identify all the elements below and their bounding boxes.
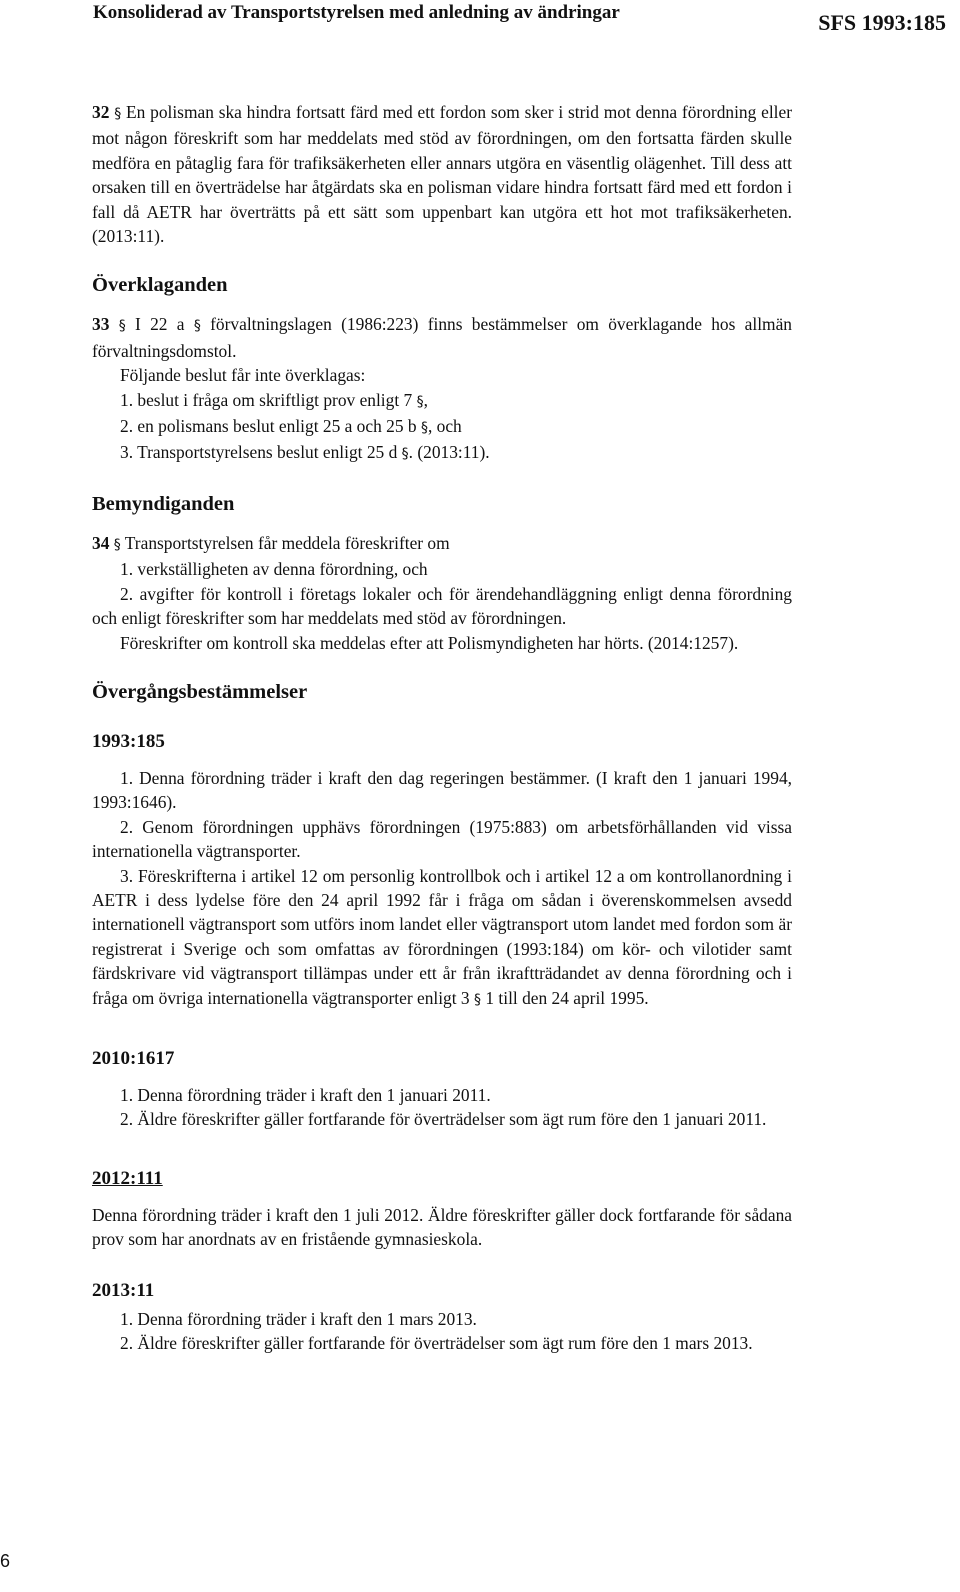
document-title: Konsoliderad av Transportstyrelsen med anledning av ändringar <box>93 2 620 23</box>
list-item: 3. Transportstyrelsens beslut enligt 25 d §. (2013:11). <box>120 442 490 463</box>
paragraph: 2. Genom förordningen upphävs förordningen (1975:883) om arbetsförhållanden vid vissa internationella vägtransporter. <box>92 816 792 862</box>
page-number: 6 <box>0 1551 11 1571</box>
list-item: 1. verkställigheten av denna förordning, och <box>120 559 428 580</box>
transition-heading-2010-1617: 2010:1617 <box>92 1047 175 1069</box>
section-32 <box>92 100 792 248</box>
paragraph: 3. Föreskrifterna i artikel 12 om personlig kontrollbok och i artikel 12 a om kontrollanordning i AETR i dess lydelse före den 24 april 1992 får i fråga om sådan i överenskommelsen avsedd internationell vägtransport som utförs inom landet eller vägtransport utom landet med fordon som är registrerat i Sverige och som omfattas av förordningen (1993:184) om kör- och vilotider samt färdskrivare vid vägtransport tillämpas under ett år från ikraftträdandet av denna förordning och i fråga om övriga internationella vägtransporter enligt 3 § 1 till den 24 april 1995. <box>92 865 792 1008</box>
section-text-a: I 22 a <box>135 314 185 335</box>
section-sign: § <box>474 991 481 1008</box>
section-text: Transportstyrelsen får meddela föreskrifter om <box>124 532 450 553</box>
transition-heading-2013-11: 2013:11 <box>92 1279 155 1301</box>
section-text: En polisman ska hindra fortsatt färd med ett fordon som sker i strid mot denna förordning eller mot någon föreskrift som har meddelats med stöd av förordningen, om den fortsatta färden skulle medföra en påtaglig fara för trafiksäkerheten eller annars utgöra en väsentlig olägenhet. Till dess att orsaken till en överträdelse har åtgärdats ska en polisman vidare hindra fortsatt färd med ett fordon i fall då AETR har överträtts på ett sätt som uppenbart kan utgöra ett hot mot trafiksäkerheten. (2013:11). <box>92 102 792 247</box>
section-sign: § <box>193 318 201 335</box>
paragraph: 1. Denna förordning träder i kraft den 1 januari 2011. <box>120 1084 491 1105</box>
section-number: 34 <box>92 532 110 553</box>
sfs-number: SFS 1993:185 <box>818 10 946 35</box>
section-text-b: förvaltningslagen (1986:223) finns bestämmelser om överklagande hos allmän förvaltningsdomstol. <box>92 314 792 361</box>
running-header <box>93 2 946 35</box>
paragraph: Denna förordning träder i kraft den 1 juli 2012. Äldre föreskrifter gäller dock fortfarande för sådana prov som har anordnats av en fristående gymnasieskola. <box>92 1204 792 1250</box>
section-number: 32 <box>92 102 110 122</box>
section-sign: § <box>113 536 121 553</box>
heading-overklaganden: Överklaganden <box>92 274 228 297</box>
paragraph: 2. Äldre föreskrifter gäller fortfarande för överträdelser som ägt rum före den 1 mars 2013. <box>120 1333 753 1353</box>
section-sign: § <box>416 393 424 410</box>
list-item: 2. en polismans beslut enligt 25 a och 25 b §, och <box>120 416 462 437</box>
section-sign: § <box>420 420 428 437</box>
transition-heading-1993-185: 1993:185 <box>92 730 165 752</box>
list-item: 2. avgifter för kontroll i företags lokaler och för ärendehandläggning enligt denna förordning och enligt föreskrifter som har meddelats med stöd av förordningen. <box>92 583 792 629</box>
paragraph: 2. Äldre föreskrifter gäller fortfarande för överträdelser som ägt rum före den 1 januari 2011. <box>120 1109 767 1130</box>
list-intro: Följande beslut får inte överklagas: <box>120 365 366 386</box>
section-number: 33 <box>92 314 110 335</box>
list-item: 1. beslut i fråga om skriftligt prov enligt 7 §, <box>120 389 428 410</box>
transition-heading-2012-111: 2012:111 <box>92 1167 163 1189</box>
section-34 <box>92 531 792 557</box>
document-body <box>92 100 792 1355</box>
section-sign: § <box>118 318 126 335</box>
paragraph: Föreskrifter om kontroll ska meddelas efter att Polismyndigheten har hörts. (2014:1257). <box>120 632 739 653</box>
paragraph: 1. Denna förordning träder i kraft den dag regeringen bestämmer. (I kraft den 1 januari 1994, 1993:1646). <box>92 767 792 813</box>
section-sign: § <box>401 446 409 463</box>
section-33 <box>92 312 792 363</box>
heading-bemyndiganden: Bemyndiganden <box>92 492 235 515</box>
heading-overgangsbestammelser: Övergångsbestämmelser <box>92 680 308 703</box>
paragraph: 1. Denna förordning träder i kraft den 1 mars 2013. <box>120 1308 477 1329</box>
section-sign: § <box>114 106 122 122</box>
